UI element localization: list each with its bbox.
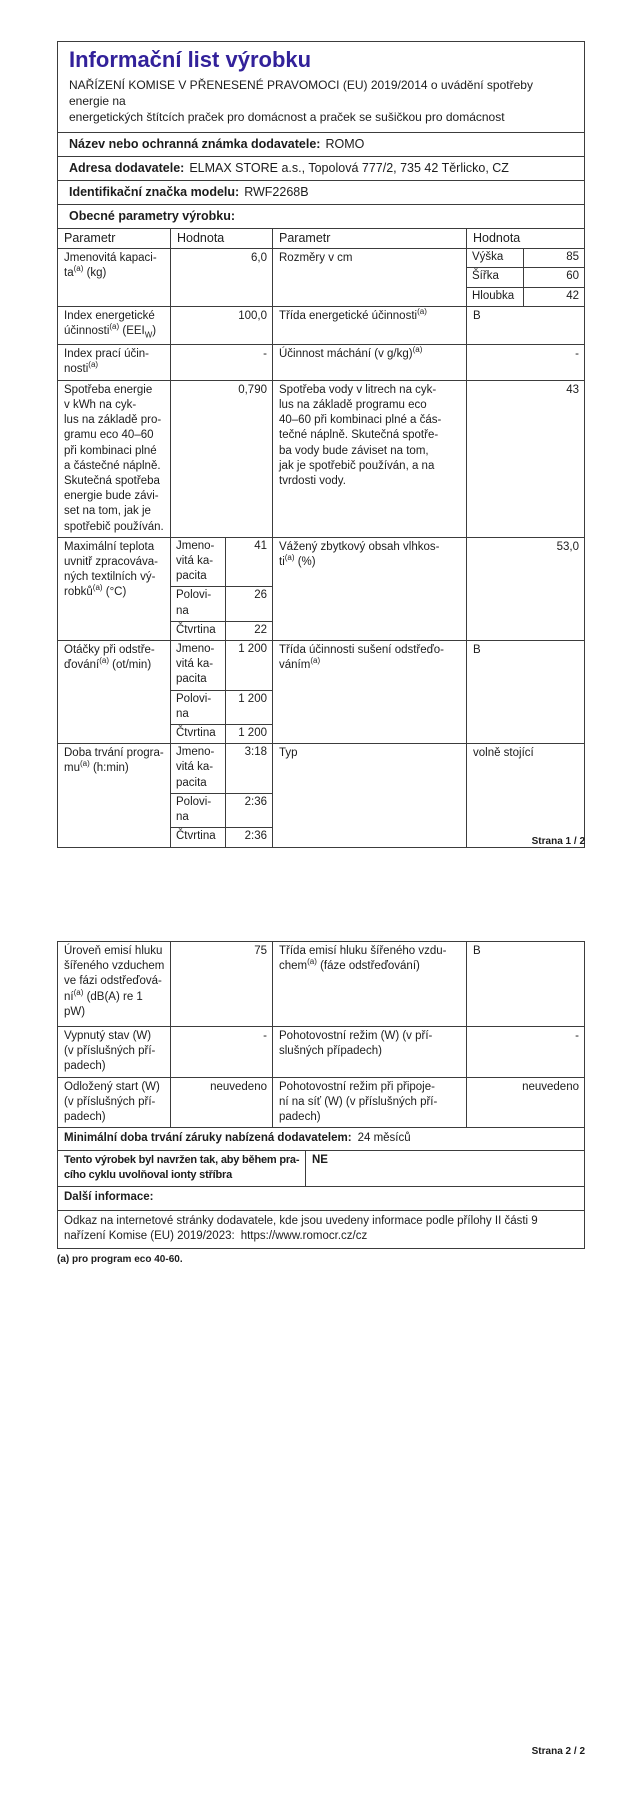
- sub-value: 2:36: [244, 830, 267, 843]
- eei-value: 100,0: [170, 307, 272, 344]
- dimension-key: Hloubka: [467, 288, 524, 306]
- off-mode-value: -: [170, 1027, 272, 1077]
- spin-rated: [171, 641, 272, 690]
- row-silver-ions: [58, 1150, 584, 1185]
- website-cell: [58, 1211, 584, 1248]
- max-temp-half: [171, 586, 272, 620]
- row-eei-energyclass: [58, 306, 584, 344]
- page-title: Informační list výrobku: [69, 47, 312, 72]
- duration-label: Doba trvání progra- $mu^{(a)}$ (h:min): [64, 747, 164, 775]
- row-duration-type: [58, 743, 584, 846]
- row-offmode-standby: [58, 1026, 584, 1077]
- max-temp-rated: [171, 538, 272, 587]
- warranty-label: Minimální doba trvání záruky nabízená dodavatelem:: [64, 1132, 352, 1145]
- sub-key: Čtvrtina: [171, 725, 226, 743]
- col-header-param2: Parametr: [272, 229, 466, 248]
- dimension-value: 85: [566, 251, 579, 264]
- sub-key: Jmeno- vitá ka- pacita: [171, 641, 226, 690]
- row-more-info: [58, 1186, 584, 1210]
- sub-value: 2:36: [244, 795, 267, 808]
- page1-footer: Strana 1 / 2: [531, 836, 585, 847]
- sub-key: Jmeno- vitá ka- pacita: [171, 538, 226, 587]
- max-temp-subtable: [170, 538, 272, 640]
- eei-label: Index energetické účinnosti$^{(a)}$ $(EEI_W)$: [64, 309, 157, 340]
- supplier-name-row: [58, 132, 584, 156]
- spin-quarter: [171, 724, 272, 743]
- energy-consumption-value: 0,790: [170, 381, 272, 537]
- sub-value: 1 200: [238, 692, 267, 705]
- sub-key: Čtvrtina: [171, 828, 226, 846]
- website-label: Odkaz na internetové stránky dodavatele, kde jsou uvedeny informace podle přílohy II části 9 nařízení Komise (EU) 2019/2023:: [64, 1214, 538, 1243]
- sub-key: Polovi- na: [171, 587, 226, 620]
- off-mode-label: Vypnutý stav (W) (v příslušných pří- padech): [64, 1030, 156, 1073]
- standby-value: -: [466, 1027, 584, 1077]
- rinse-label: Účinnost máchání (v g/kg)$^{(a)}$: [272, 345, 466, 380]
- energy-class-value: B: [466, 307, 584, 344]
- sub-key: Polovi- na: [171, 691, 226, 724]
- col-header-value1: Hodnota: [170, 229, 272, 248]
- row-spin-spinclass: [58, 640, 584, 743]
- col-header-value2: Hodnota: [466, 229, 584, 248]
- supplier-address-value: ELMAX STORE a.s., Topolová 777/2, 735 42 Těrlicko, CZ: [189, 161, 509, 175]
- rinse-value: -: [466, 345, 584, 380]
- row-website: [58, 1210, 584, 1248]
- max-temp-label: Maximální teplota uvnitř zpracováva- ných textilních vý- robků$^{(a)}$ (°C): [64, 540, 158, 599]
- sub-value: 3:18: [244, 746, 267, 759]
- silver-ions-value: NE: [305, 1151, 584, 1185]
- website-link[interactable]: https://www.romocr.cz/cz: [240, 1230, 368, 1243]
- energy-consumption-label: Spotřeba energie v kWh na cyk- lus na základě pro- gramu eco 40–60 při kombinaci plné a částečné náplně. Skutečná spotřeba energie bude závi- set na tom, jak je spotřebič používán.: [64, 383, 164, 533]
- spin-class-label: Třída účinnosti sušení odstřeďo- váním$^{(a)}$: [272, 641, 466, 743]
- table-header-row: [58, 228, 584, 248]
- page1-content: [57, 41, 585, 848]
- sub-key: Polovi- na: [171, 794, 226, 827]
- type-value: volně stojící: [466, 744, 584, 846]
- model-id-value: RWF2268B: [244, 185, 309, 199]
- standby-label: Pohotovostní režim (W) (v pří- slušných případech): [272, 1027, 466, 1077]
- row-noise-noiseclass: [58, 942, 584, 1026]
- dimension-value: 42: [566, 289, 579, 302]
- row-maxtemp-moisture: [58, 537, 584, 640]
- capacity-label: Jmenovitá kapaci- $ta^{(a)}$ (kg): [64, 252, 157, 280]
- silver-ions-label: Tento výrobek byl navržen tak, aby během pra- cího cyklu uvolňoval ionty stříbra: [64, 1154, 300, 1182]
- warranty-value: 24 měsíců: [357, 1132, 411, 1145]
- network-standby-value: neuvedeno: [466, 1078, 584, 1128]
- supplier-address-row: [58, 156, 584, 180]
- page1-table: [57, 41, 585, 848]
- col-header-param1: Parametr: [64, 231, 116, 245]
- row-delayed-netstandby: [58, 1077, 584, 1128]
- dimensions-label: Rozměry v cm: [272, 249, 466, 306]
- row-energy-water: [58, 380, 584, 537]
- sub-value: 1 200: [238, 643, 267, 656]
- dimension-row-height: [467, 249, 584, 267]
- supplier-address-label: Adresa dodavatele:: [69, 161, 185, 175]
- max-temp-quarter: [171, 621, 272, 640]
- supplier-name-label: Název nebo ochranná známka dodavatele:: [69, 137, 321, 151]
- sub-value: 41: [254, 539, 267, 552]
- moisture-label: Vážený zbytkový obsah vlhkos- $ti^{(a)}$ (%): [272, 538, 466, 640]
- model-id-label: Identifikační značka modelu:: [69, 185, 240, 199]
- sub-value: 26: [254, 589, 267, 602]
- model-id-row: [58, 180, 584, 204]
- page2-content: [57, 941, 585, 1265]
- water-consumption-label: Spotřeba vody v litrech na cyk- lus na základě programu eco 40–60 při kombinaci plné a čás- tečné náplně. Skutečná spotře- ba vody bude záviset na tom, jak je spotřebič používán, a na tvrdosti vody.: [272, 381, 466, 537]
- spin-class-value: B: [466, 641, 584, 743]
- spin-speed-label: Otáčky při odstře- ďování$^{(a)}$ (ot/min): [64, 644, 155, 672]
- wash-index-value: -: [170, 345, 272, 380]
- page2-footer: Strana 2 / 2: [531, 1746, 585, 1757]
- page2-table: [57, 941, 585, 1249]
- delayed-start-value: neuvedeno: [170, 1078, 272, 1128]
- noise-value: 75: [170, 942, 272, 1026]
- warranty-cell: [58, 1128, 584, 1150]
- duration-rated: [171, 744, 272, 793]
- more-info-label: Další informace:: [64, 1190, 154, 1203]
- energy-class-label: Třída energetické účinnosti$^{(a)}$: [272, 307, 466, 344]
- dimension-value: 60: [566, 270, 579, 283]
- sub-key: Jmeno- vitá ka- pacita: [171, 744, 226, 793]
- supplier-name-value: ROMO: [325, 137, 365, 151]
- wash-index-label: Index prací účin- nosti$^{(a)}$: [64, 347, 150, 376]
- dimension-row-width: [467, 267, 584, 286]
- dimension-key: Šířka: [467, 268, 524, 286]
- dimensions-subtable: [466, 249, 584, 306]
- row-warranty: [58, 1127, 584, 1150]
- general-params-label: Obecné parametry výrobku:: [69, 209, 236, 223]
- title-block: [58, 42, 584, 132]
- sub-value: 22: [254, 623, 267, 636]
- noise-class-label: Třída emisí hluku šířeného vzdu- chem$^{(a)}$ (fáze odstřeďování): [272, 942, 466, 1026]
- dimension-key: Výška: [467, 249, 524, 267]
- general-params-row: [58, 204, 584, 228]
- duration-subtable: [170, 744, 272, 846]
- footnote: (a) pro program eco 40-60.: [57, 1253, 183, 1265]
- delayed-start-label: Odložený start (W) (v příslušných pří- padech): [64, 1080, 160, 1124]
- noise-class-value: B: [466, 942, 584, 1026]
- network-standby-label: Pohotovostní režim při připoje- ní na síť (W) (v příslušných pří- padech): [272, 1078, 466, 1128]
- regulation-text: NAŘÍZENÍ KOMISE V PŘENESENÉ PRAVOMOCI (EU) 2019/2014 o uvádění spotřeby energie na energetických štítcích praček pro domácnost a praček se sušičkou pro domácnost: [69, 78, 533, 124]
- duration-half: [171, 793, 272, 827]
- spin-half: [171, 690, 272, 724]
- row-washindex-rinse: [58, 344, 584, 380]
- dimension-row-depth: [467, 287, 584, 306]
- water-consumption-value: 43: [466, 381, 584, 537]
- spin-speed-subtable: [170, 641, 272, 743]
- sub-key: Čtvrtina: [171, 622, 226, 640]
- sub-value: 1 200: [238, 727, 267, 740]
- type-label: Typ: [272, 744, 466, 846]
- moisture-value: 53,0: [466, 538, 584, 640]
- noise-label: Úroveň emisí hluku šířeného vzduchem ve fázi odstřeďová- $ní^{(a)}$ (dB(A) re 1 pW): [64, 945, 165, 1018]
- capacity-value: 6,0: [170, 249, 272, 306]
- row-capacity-dimensions: [58, 248, 584, 306]
